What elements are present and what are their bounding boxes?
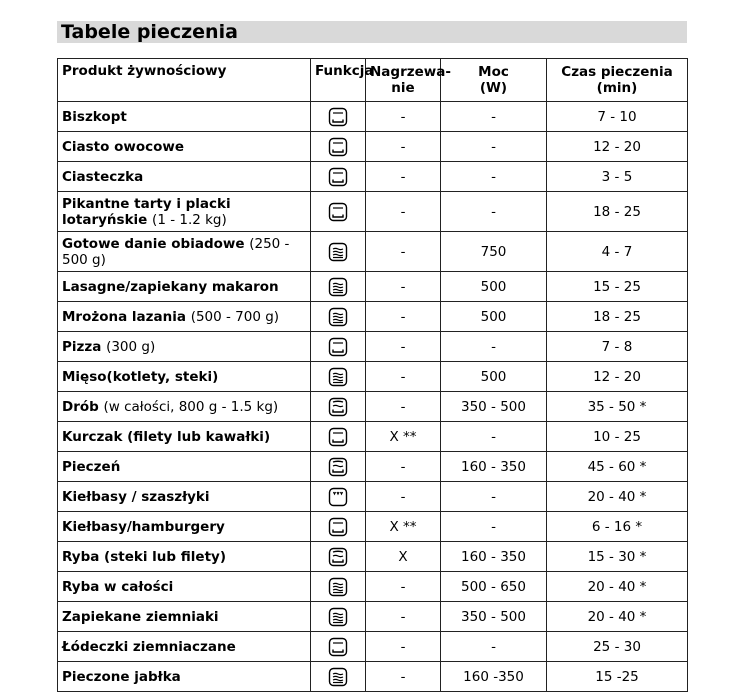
combi-wave-icon — [327, 576, 349, 598]
function-cell — [311, 572, 366, 602]
table-row — [58, 272, 688, 302]
product-name: Łódeczki ziemniaczane — [62, 638, 236, 655]
heating-cell: - — [366, 162, 441, 192]
function-cell — [311, 482, 366, 512]
bottom-heat-icon — [327, 166, 349, 188]
table-row — [58, 572, 688, 602]
bottom-heat-icon — [327, 106, 349, 128]
bottom-heat-icon — [327, 636, 349, 658]
time-cell: 12 - 20 — [547, 362, 688, 392]
power-cell: - — [441, 132, 547, 162]
product-name: Kiełbasy / szaszłyki — [62, 488, 210, 505]
header-heating-line1: Nagrzewa- — [370, 64, 451, 80]
time-cell: 3 - 5 — [547, 162, 688, 192]
table-row — [58, 232, 688, 272]
bottom-heat-icon — [327, 336, 349, 358]
product-name: Gotowe danie obiadowe — [62, 235, 245, 252]
product-detail: (w całości, 800 g - 1.5 kg) — [103, 398, 279, 415]
product-cell — [58, 662, 311, 692]
title-bar — [57, 21, 687, 43]
product-cell — [58, 392, 311, 422]
time-cell: 4 - 7 — [547, 232, 688, 272]
time-cell: 15 - 25 — [547, 272, 688, 302]
power-cell: - — [441, 192, 547, 232]
product-cell — [58, 102, 311, 132]
power-cell: - — [441, 512, 547, 542]
heating-cell: - — [366, 192, 441, 232]
grill-icon — [327, 486, 349, 508]
table-row — [58, 632, 688, 662]
heating-cell: - — [366, 332, 441, 362]
combi-wave-icon — [327, 306, 349, 328]
time-cell: 6 - 16 * — [547, 512, 688, 542]
product-name: Ciasto owocowe — [62, 138, 185, 155]
bottom-heat-icon — [327, 201, 349, 223]
power-cell: - — [441, 422, 547, 452]
combi-top-icon — [327, 546, 349, 568]
function-cell — [311, 512, 366, 542]
product-name: Lasagne/zapiekany makaron — [62, 278, 279, 295]
heating-cell: - — [366, 572, 441, 602]
combi-top-icon — [327, 396, 349, 418]
combi-wave-icon — [327, 606, 349, 628]
product-name: Ciasteczka — [62, 168, 144, 185]
heating-cell: - — [366, 132, 441, 162]
combi-wave-icon — [327, 276, 349, 298]
power-cell: 160 -350 — [441, 662, 547, 692]
function-cell — [311, 162, 366, 192]
heating-cell: - — [366, 362, 441, 392]
power-cell: 160 - 350 — [441, 542, 547, 572]
table-row — [58, 422, 688, 452]
heating-cell: - — [366, 232, 441, 272]
power-cell: - — [441, 162, 547, 192]
product-detail: (250 - 500 g) — [62, 235, 290, 268]
product-name: Ryba (steki lub filety) — [62, 548, 226, 565]
time-cell: 25 - 30 — [547, 632, 688, 662]
product-cell — [58, 332, 311, 362]
power-cell: 350 - 500 — [441, 392, 547, 422]
product-name: Kurczak (filety lub kawałki) — [62, 428, 271, 445]
heating-cell: - — [366, 602, 441, 632]
heating-cell: - — [366, 392, 441, 422]
table-row — [58, 482, 688, 512]
power-cell: 160 - 350 — [441, 452, 547, 482]
table-row — [58, 132, 688, 162]
product-cell — [58, 302, 311, 332]
time-cell: 10 - 25 — [547, 422, 688, 452]
time-cell: 35 - 50 * — [547, 392, 688, 422]
table-row — [58, 542, 688, 572]
time-cell: 45 - 60 * — [547, 452, 688, 482]
heating-cell: X — [366, 542, 441, 572]
product-cell — [58, 132, 311, 162]
power-cell: - — [441, 102, 547, 132]
header-time — [547, 59, 688, 102]
product-cell — [58, 572, 311, 602]
table-row — [58, 662, 688, 692]
function-cell — [311, 632, 366, 662]
product-cell — [58, 232, 311, 272]
time-cell: 20 - 40 * — [547, 572, 688, 602]
table-row — [58, 192, 688, 232]
header-product: Produkt żywnościowy — [58, 59, 311, 102]
heating-cell: - — [366, 272, 441, 302]
product-cell — [58, 362, 311, 392]
function-cell — [311, 302, 366, 332]
heating-cell: X ** — [366, 422, 441, 452]
product-name: Pieczone jabłka — [62, 668, 181, 685]
heating-cell: - — [366, 662, 441, 692]
time-cell: 12 - 20 — [547, 132, 688, 162]
product-cell — [58, 422, 311, 452]
product-name: Pizza — [62, 338, 102, 355]
power-cell: 500 — [441, 272, 547, 302]
header-time-line2: (min) — [596, 80, 638, 96]
function-cell — [311, 362, 366, 392]
time-cell: 18 - 25 — [547, 192, 688, 232]
product-cell — [58, 192, 311, 232]
product-name: Pieczeń — [62, 458, 121, 475]
baking-table — [57, 58, 688, 692]
combi-wave-icon — [327, 666, 349, 688]
product-detail: (500 - 700 g) — [190, 308, 280, 325]
product-name: Biszkopt — [62, 108, 127, 125]
heating-cell: - — [366, 482, 441, 512]
table-row — [58, 332, 688, 362]
header-power — [441, 59, 547, 102]
power-cell: - — [441, 332, 547, 362]
product-name: Mrożona lazania — [62, 308, 186, 325]
product-cell — [58, 542, 311, 572]
product-name: Kiełbasy/hamburgery — [62, 518, 225, 535]
power-cell: 500 — [441, 362, 547, 392]
table-row — [58, 452, 688, 482]
bottom-heat-icon — [327, 136, 349, 158]
table-row — [58, 302, 688, 332]
heating-cell: - — [366, 632, 441, 662]
bottom-heat-icon — [327, 426, 349, 448]
heating-cell: - — [366, 302, 441, 332]
table-row — [58, 602, 688, 632]
header-heating-line2: nie — [391, 80, 415, 96]
product-name: Pikantne tarty i placki lotaryńskie — [62, 195, 231, 228]
heating-cell: - — [366, 452, 441, 482]
product-cell — [58, 602, 311, 632]
function-cell — [311, 422, 366, 452]
product-name: Drób — [62, 398, 99, 415]
page-title: Tabele pieczenia — [61, 21, 238, 43]
function-cell — [311, 132, 366, 162]
power-cell: - — [441, 482, 547, 512]
time-cell: 7 - 8 — [547, 332, 688, 362]
time-cell: 20 - 40 * — [547, 602, 688, 632]
product-cell — [58, 272, 311, 302]
product-detail: (1 - 1.2 kg) — [152, 211, 227, 228]
function-cell — [311, 332, 366, 362]
combi-top-icon — [327, 456, 349, 478]
function-cell — [311, 192, 366, 232]
function-cell — [311, 272, 366, 302]
combi-wave-icon — [327, 366, 349, 388]
product-cell — [58, 512, 311, 542]
table-row — [58, 512, 688, 542]
power-cell: 500 — [441, 302, 547, 332]
product-cell — [58, 452, 311, 482]
header-time-line1: Czas pieczenia — [561, 64, 673, 80]
power-cell: 750 — [441, 232, 547, 272]
power-cell: 500 - 650 — [441, 572, 547, 602]
heating-cell: X ** — [366, 512, 441, 542]
function-cell — [311, 452, 366, 482]
time-cell: 15 -25 — [547, 662, 688, 692]
product-name: Ryba w całości — [62, 578, 174, 595]
header-power-line2: (W) — [479, 80, 508, 96]
function-cell — [311, 662, 366, 692]
table-row — [58, 102, 688, 132]
power-cell: - — [441, 632, 547, 662]
product-name: Mięso(kotlety, steki) — [62, 368, 219, 385]
header-heating — [366, 59, 451, 102]
power-cell: 350 - 500 — [441, 602, 547, 632]
product-cell — [58, 162, 311, 192]
product-cell — [58, 632, 311, 662]
function-cell — [311, 102, 366, 132]
function-cell — [311, 602, 366, 632]
product-name: Zapiekane ziemniaki — [62, 608, 219, 625]
time-cell: 7 - 10 — [547, 102, 688, 132]
function-cell — [311, 542, 366, 572]
header-row — [58, 59, 688, 102]
function-cell — [311, 392, 366, 422]
table-row — [58, 392, 688, 422]
table-row — [58, 362, 688, 392]
table-row — [58, 162, 688, 192]
heating-cell: - — [366, 102, 441, 132]
combi-wave-icon — [327, 241, 349, 263]
product-detail: (300 g) — [106, 338, 156, 355]
time-cell: 18 - 25 — [547, 302, 688, 332]
time-cell: 20 - 40 * — [547, 482, 688, 512]
header-power-line1: Moc — [478, 64, 509, 80]
header-function: Funkcja — [311, 59, 366, 102]
time-cell: 15 - 30 * — [547, 542, 688, 572]
product-cell — [58, 482, 311, 512]
bottom-heat-icon — [327, 516, 349, 538]
function-cell — [311, 232, 366, 272]
